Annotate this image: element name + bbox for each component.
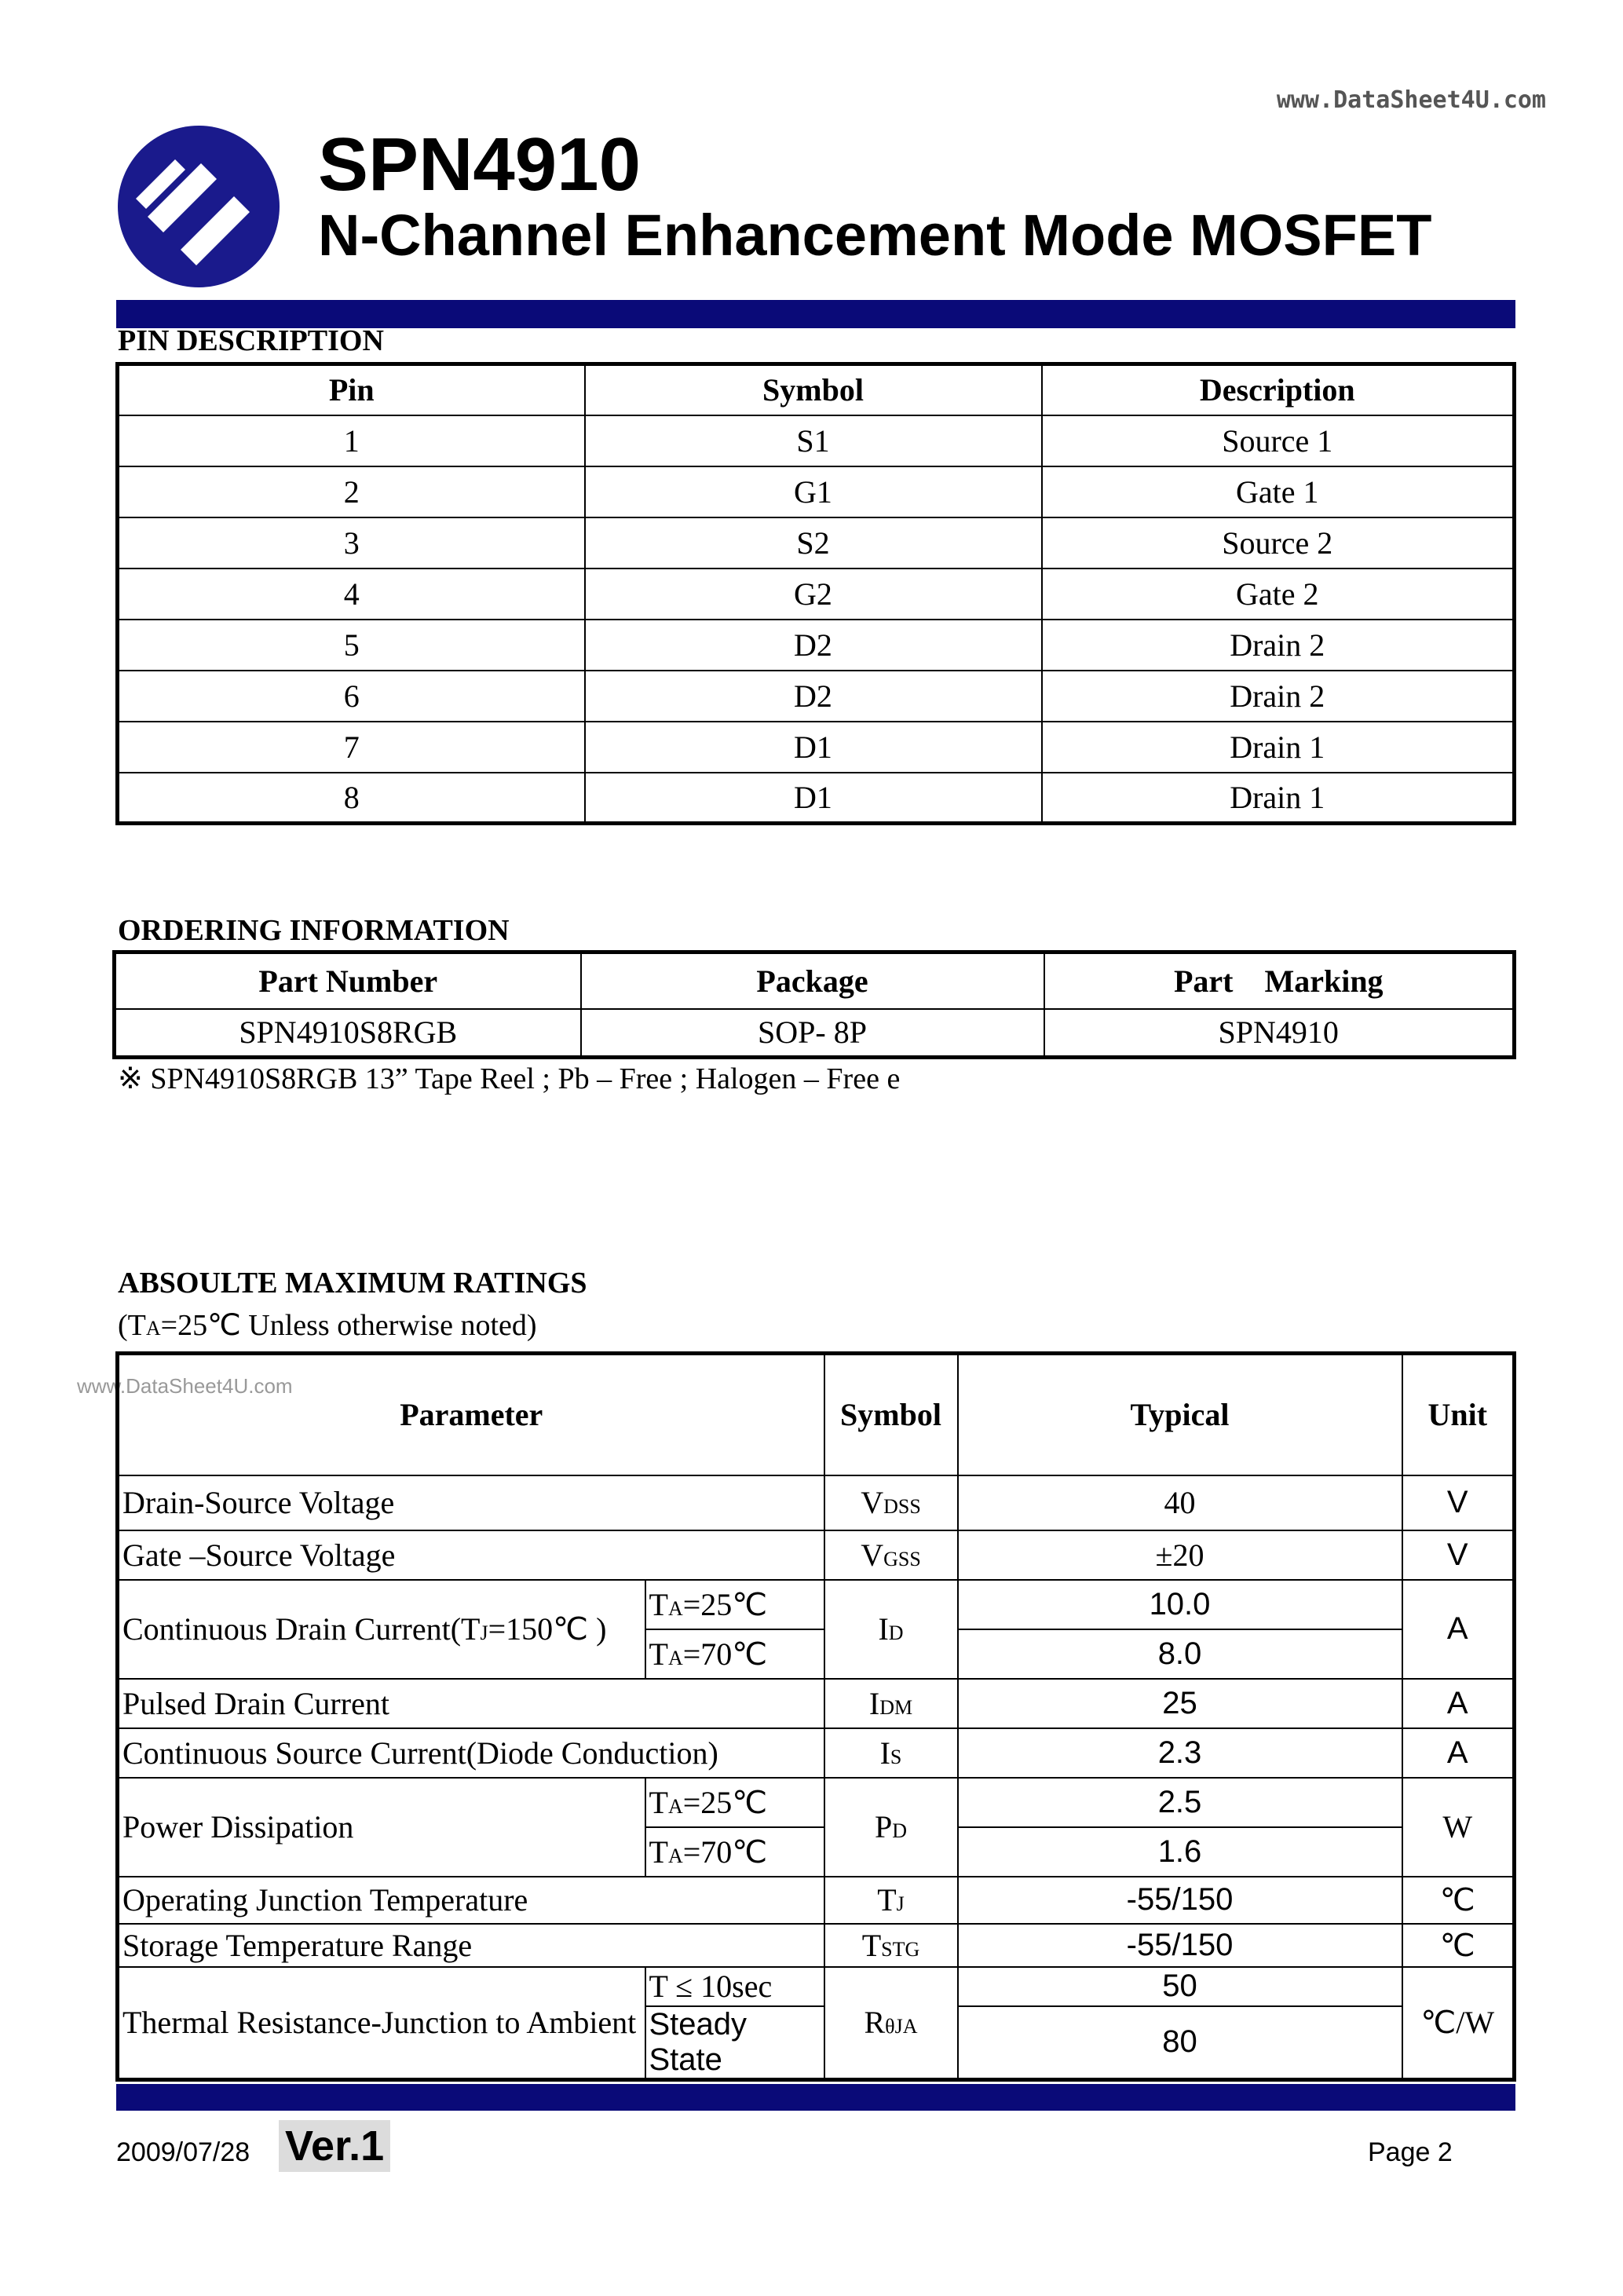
col-header-pin: Pin	[118, 364, 585, 415]
col-header-symbol: Symbol	[585, 364, 1042, 415]
footer-page-number: Page 2	[1368, 2137, 1453, 2167]
description-cell: Drain 1	[1042, 722, 1515, 773]
condition-cell: TA=70℃	[645, 1827, 824, 1877]
unit-cell: W	[1402, 1778, 1515, 1877]
ordering-table	[112, 950, 1516, 1059]
table-row	[118, 620, 1515, 671]
pin-cell: 2	[118, 466, 585, 517]
unit-cell: V	[1402, 1475, 1515, 1530]
parameter-cell: Power Dissipation	[118, 1778, 645, 1877]
col-header-part-number: Part Number	[115, 952, 581, 1009]
parameter-cell: Pulsed Drain Current	[118, 1679, 824, 1728]
value-cell: 8.0	[958, 1629, 1402, 1679]
table-row	[118, 466, 1515, 517]
symbol-cell: D2	[585, 620, 1042, 671]
unit-cell: ℃/W	[1402, 1967, 1515, 2080]
value-cell: 2.3	[958, 1728, 1402, 1778]
package-cell: SOP- 8P	[581, 1009, 1044, 1058]
table-row	[115, 1009, 1515, 1058]
condition-cell: TA=25℃	[645, 1778, 824, 1827]
parameter-cell: Continuous Source Current(Diode Conduction)	[118, 1728, 824, 1778]
page-title: SPN4910	[318, 122, 641, 207]
col-header-parameter: Parameter	[118, 1354, 824, 1475]
description-cell: Drain 2	[1042, 620, 1515, 671]
watermark-side: www.DataSheet4U.com	[77, 1374, 293, 1398]
col-header-unit: Unit	[1402, 1354, 1515, 1475]
table-row	[118, 722, 1515, 773]
parameter-cell: Thermal Resistance-Junction to Ambient	[118, 1967, 645, 2080]
parameter-cell: Gate –Source Voltage	[118, 1530, 824, 1580]
table-row	[118, 773, 1515, 824]
table-row	[118, 1924, 1515, 1967]
pin-description-table	[115, 362, 1516, 825]
unit-cell: A	[1402, 1728, 1515, 1778]
value-cell: 2.5	[958, 1778, 1402, 1827]
value-cell: -55/150	[958, 1877, 1402, 1924]
company-logo	[116, 124, 281, 289]
pin-cell: 1	[118, 415, 585, 466]
pin-cell: 7	[118, 722, 585, 773]
value-cell: 40	[958, 1475, 1402, 1530]
unit-cell: V	[1402, 1530, 1515, 1580]
symbol-cell: G1	[585, 466, 1042, 517]
parameter-cell: Drain-Source Voltage	[118, 1475, 824, 1530]
symbol-cell: D1	[585, 773, 1042, 824]
symbol-cell: RθJA	[824, 1967, 958, 2080]
ratings-heading: ABSOULTE MAXIMUM RATINGS	[118, 1267, 587, 1300]
part-number-cell: SPN4910S8RGB	[115, 1009, 581, 1058]
description-cell: Gate 1	[1042, 466, 1515, 517]
description-cell: Drain 1	[1042, 773, 1515, 824]
col-header-package: Package	[581, 952, 1044, 1009]
symbol-cell: G2	[585, 569, 1042, 620]
col-header-typical: Typical	[958, 1354, 1402, 1475]
table-row	[118, 1778, 1515, 1827]
ordering-note: ※ SPN4910S8RGB 13” Tape Reel ; Pb – Free ; Halogen – Free e	[118, 1062, 901, 1095]
condition-cell: T ≤ 10sec	[645, 1967, 824, 2006]
marking-cell: SPN4910	[1044, 1009, 1515, 1058]
description-cell: Drain 2	[1042, 671, 1515, 722]
symbol-cell: IDM	[824, 1679, 958, 1728]
footer-divider	[116, 2084, 1515, 2111]
symbol-cell: VGSS	[824, 1530, 958, 1580]
pin-cell: 3	[118, 517, 585, 569]
value-cell: -55/150	[958, 1924, 1402, 1967]
description-cell: Source 2	[1042, 517, 1515, 569]
table-row	[118, 415, 1515, 466]
table-row	[118, 517, 1515, 569]
parameter-cell: Operating Junction Temperature	[118, 1877, 824, 1924]
table-row	[118, 569, 1515, 620]
watermark-top: www.DataSheet4U.com	[1276, 86, 1546, 114]
parameter-cell: Storage Temperature Range	[118, 1924, 824, 1967]
pin-cell: 6	[118, 671, 585, 722]
table-row	[118, 1967, 1515, 2006]
table-row	[118, 671, 1515, 722]
ordering-heading: ORDERING INFORMATION	[118, 914, 510, 947]
condition-cell: Steady State	[645, 2006, 824, 2080]
value-cell: 1.6	[958, 1827, 1402, 1877]
symbol-cell: D2	[585, 671, 1042, 722]
value-cell: 80	[958, 2006, 1402, 2080]
value-cell: 50	[958, 1967, 1402, 2006]
symbol-cell: ID	[824, 1580, 958, 1679]
parameter-cell: Continuous Drain Current(TJ=150℃ )	[118, 1580, 645, 1679]
pin-cell: 5	[118, 620, 585, 671]
value-cell: ±20	[958, 1530, 1402, 1580]
table-row	[118, 1877, 1515, 1924]
symbol-cell: VDSS	[824, 1475, 958, 1530]
table-row	[118, 1728, 1515, 1778]
description-cell: Source 1	[1042, 415, 1515, 466]
unit-cell: A	[1402, 1580, 1515, 1679]
symbol-cell: S1	[585, 415, 1042, 466]
symbol-cell: TSTG	[824, 1924, 958, 1967]
table-row	[118, 1679, 1515, 1728]
description-cell: Gate 2	[1042, 569, 1515, 620]
symbol-cell: PD	[824, 1778, 958, 1877]
symbol-cell: IS	[824, 1728, 958, 1778]
symbol-cell: TJ	[824, 1877, 958, 1924]
pin-cell: 4	[118, 569, 585, 620]
col-header-part-marking: Part Marking	[1044, 952, 1515, 1009]
ratings-table	[115, 1351, 1516, 2082]
col-header-symbol: Symbol	[824, 1354, 958, 1475]
unit-cell: ℃	[1402, 1924, 1515, 1967]
footer-date: 2009/07/28	[116, 2137, 250, 2167]
table-row	[118, 1530, 1515, 1580]
footer-version: Ver.1	[279, 2120, 390, 2172]
value-cell: 10.0	[958, 1580, 1402, 1629]
col-header-description: Description	[1042, 364, 1515, 415]
ratings-condition: (TA=25℃ Unless otherwise noted)	[118, 1309, 537, 1342]
page-subtitle: N-Channel Enhancement Mode MOSFET	[318, 203, 1432, 268]
unit-cell: A	[1402, 1679, 1515, 1728]
pin-description-heading: PIN DESCRIPTION	[118, 324, 384, 357]
pin-cell: 8	[118, 773, 585, 824]
symbol-cell: D1	[585, 722, 1042, 773]
symbol-cell: S2	[585, 517, 1042, 569]
unit-cell: ℃	[1402, 1877, 1515, 1924]
table-row	[118, 1475, 1515, 1530]
value-cell: 25	[958, 1679, 1402, 1728]
condition-cell: TA=25℃	[645, 1580, 824, 1629]
condition-cell: TA=70℃	[645, 1629, 824, 1679]
table-row	[118, 1580, 1515, 1629]
